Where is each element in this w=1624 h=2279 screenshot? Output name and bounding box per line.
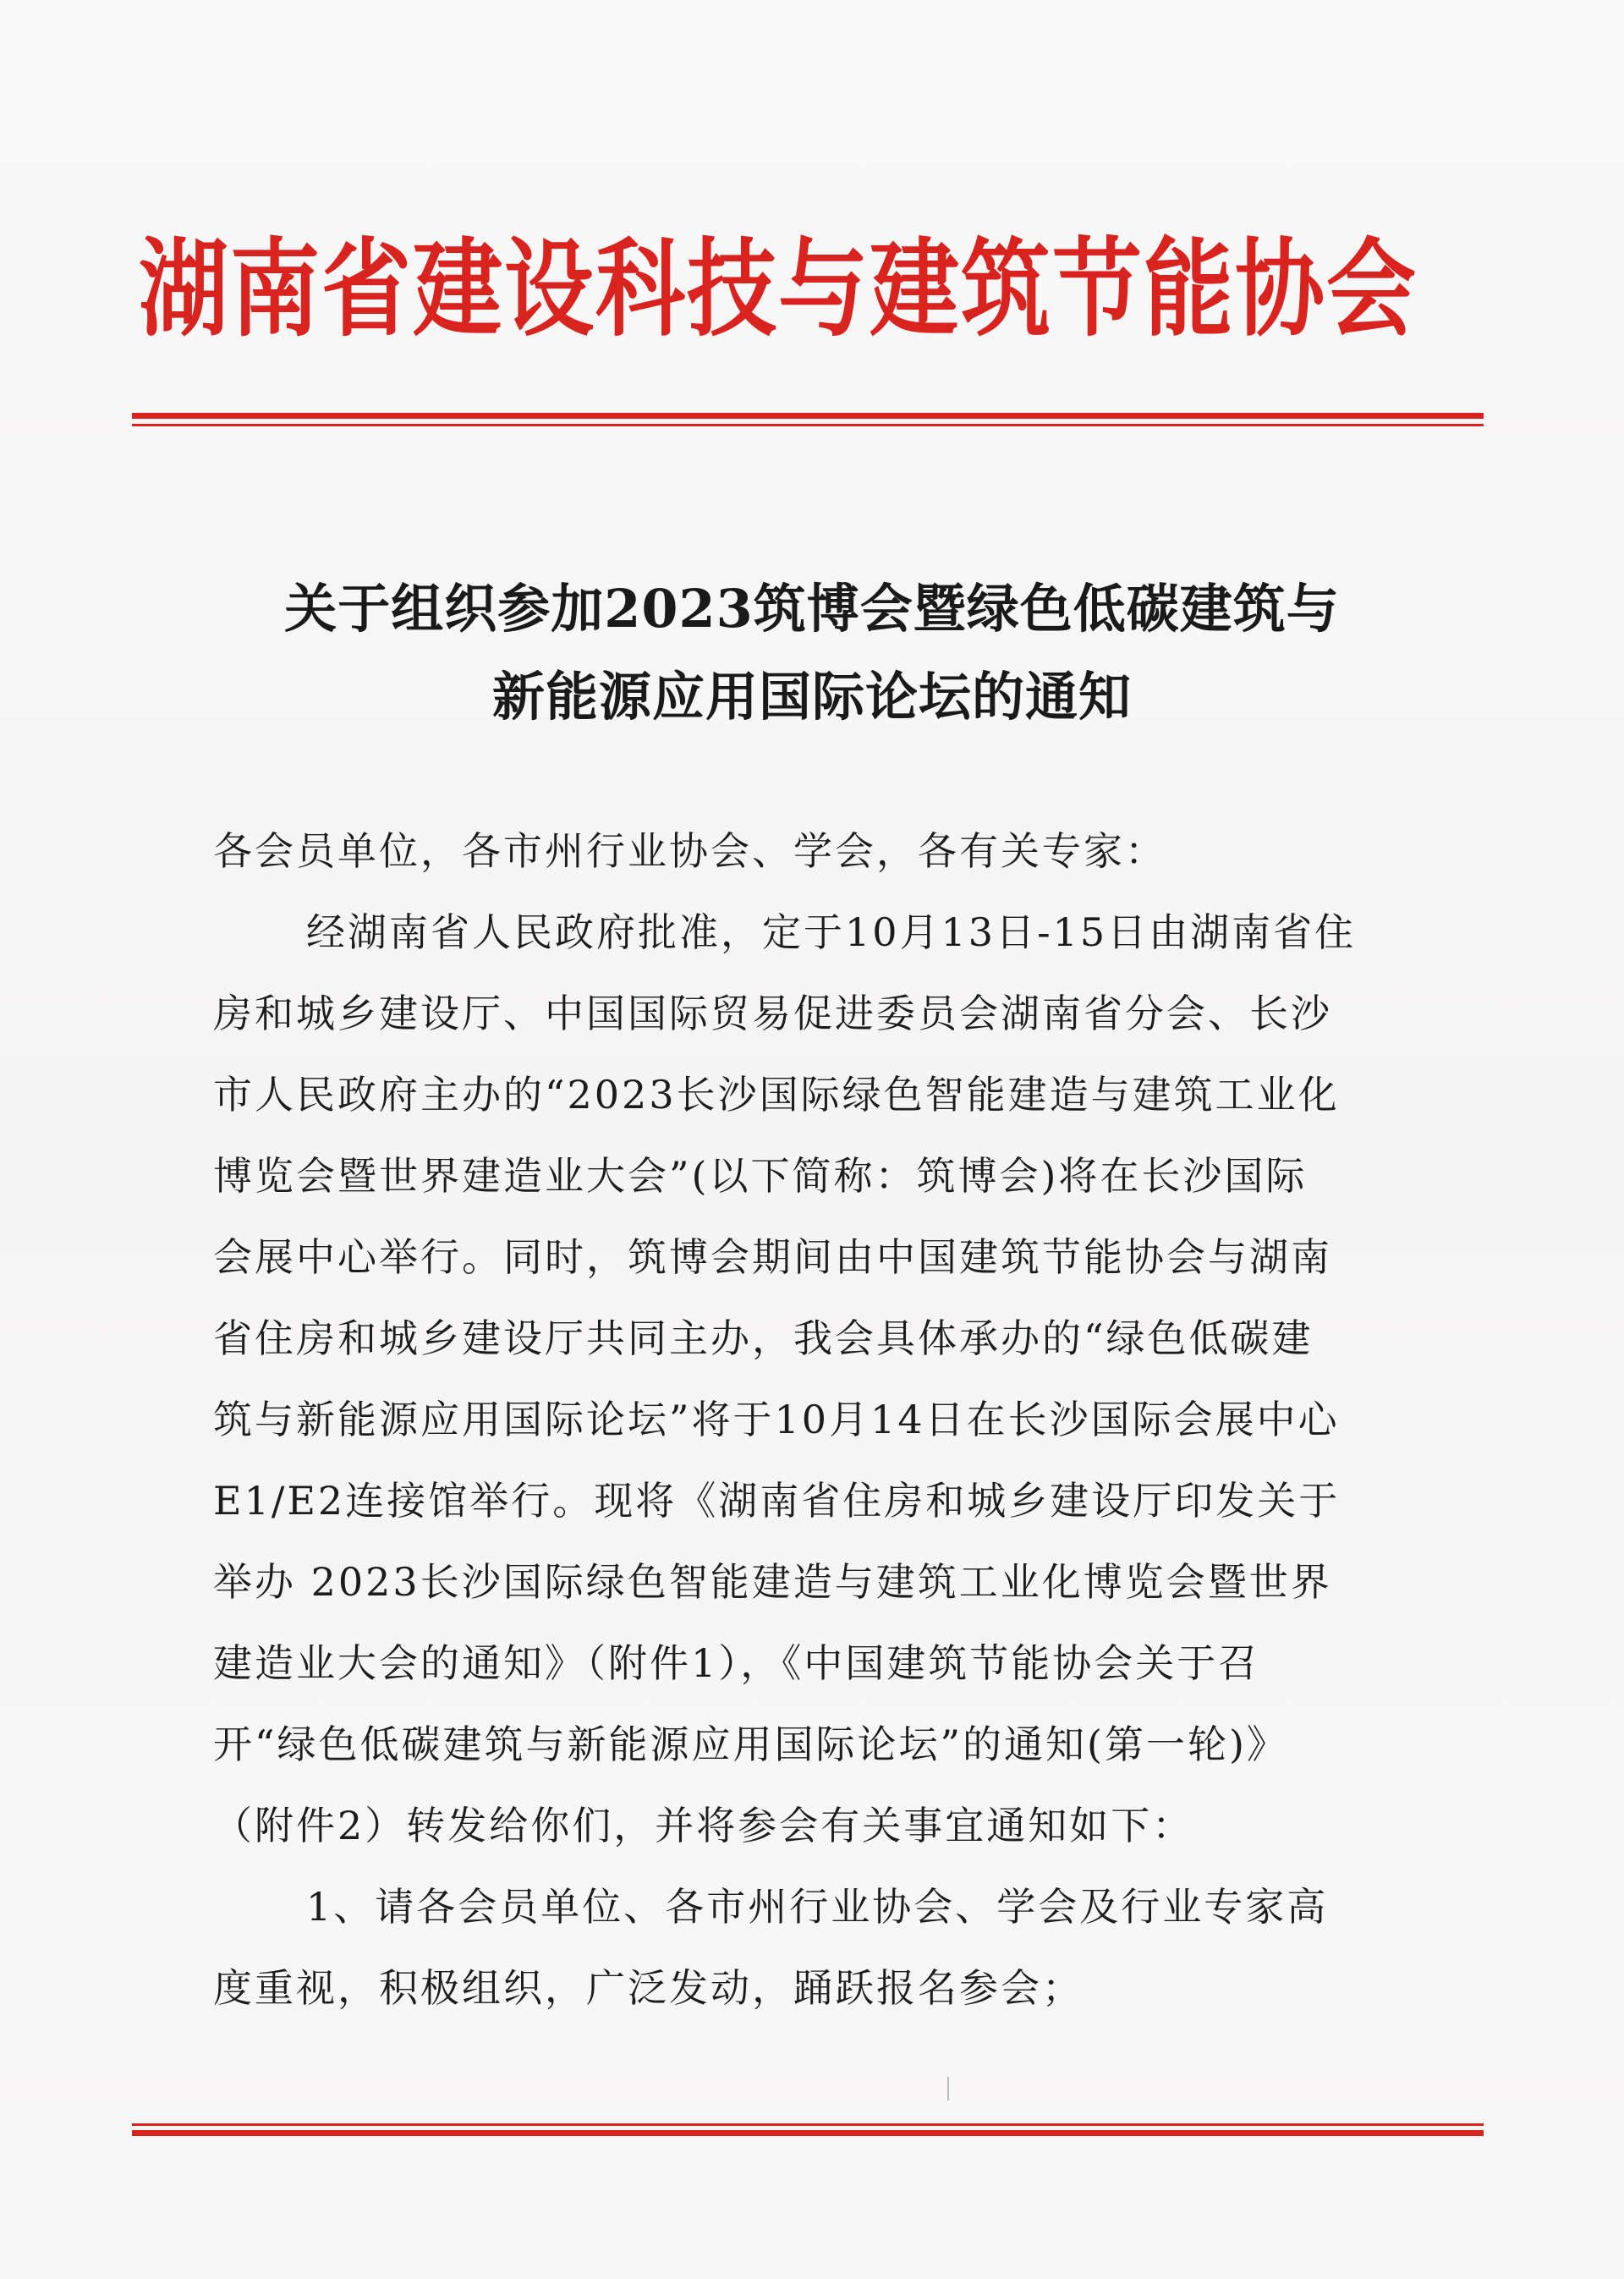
title-line-2: 新能源应用国际论坛的通知	[491, 666, 1132, 728]
footer-divider-bottom	[132, 2123, 1484, 2142]
title-line-1: 关于组织参加2023筑博会暨绿色低碳建筑与	[284, 578, 1340, 640]
divider-thin-line	[132, 424, 1484, 426]
paragraph-line: 会展中心举行。同时，筑博会期间由中国建筑节能协会与湖南	[213, 1234, 1332, 1280]
letterhead-org-name: 湖南省建设科技与建筑节能协会	[139, 228, 1418, 351]
paragraph-line: 省住房和城乡建设厅共同主办，我会具体承办的“绿色低碳建	[213, 1315, 1314, 1361]
paragraph-line: E1/E2连接馆举行。现将《湖南省住房和城乡建设厅印发关于	[213, 1478, 1341, 1524]
list-item-line: 1、请各会员单位、各市州行业协会、学会及行业专家高	[306, 1884, 1329, 1930]
paragraph-line: 筑与新能源应用国际论坛”将于10月14日在长沙国际会展中心	[213, 1397, 1340, 1442]
paragraph-line: 市人民政府主办的“2023长沙国际绿色智能建造与建筑工业化	[213, 1072, 1340, 1118]
paragraph-line: 经湖南省人民政府批准，定于10月13日-15日由湖南省住	[306, 909, 1357, 955]
paragraph-line: 房和城乡建设厅、中国国际贸易促进委员会湖南省分会、长沙	[213, 991, 1332, 1036]
document-title	[127, 565, 1497, 741]
paragraph-line: 博览会暨世界建造业大会”(以下简称：筑博会)将在长沙国际	[213, 1153, 1308, 1199]
paragraph-line: （附件2）转发给你们，并将参会有关事宜通知如下：	[213, 1803, 1194, 1848]
salutation-line: 各会员单位，各市州行业协会、学会，各有关专家：	[213, 828, 1166, 874]
paragraph-line: 开“绿色低碳建筑与新能源应用国际论坛”的通知(第一轮)》	[213, 1722, 1288, 1767]
divider-thick-line	[132, 2130, 1484, 2136]
paragraph-line: 举办 2023长沙国际绿色智能建造与建筑工业化博览会暨世界	[213, 1559, 1332, 1605]
document-body	[213, 810, 1414, 2029]
letterhead-divider-top	[132, 413, 1484, 431]
scan-mark	[947, 2077, 949, 2101]
list-item-line: 度重视，积极组织，广泛发动，踊跃报名参会；	[213, 1965, 1084, 2011]
divider-thick-line	[132, 413, 1484, 419]
paragraph-line: 建造业大会的通知》（附件1），《中国建筑节能协会关于召	[213, 1640, 1260, 1686]
divider-thin-line	[132, 2123, 1484, 2126]
